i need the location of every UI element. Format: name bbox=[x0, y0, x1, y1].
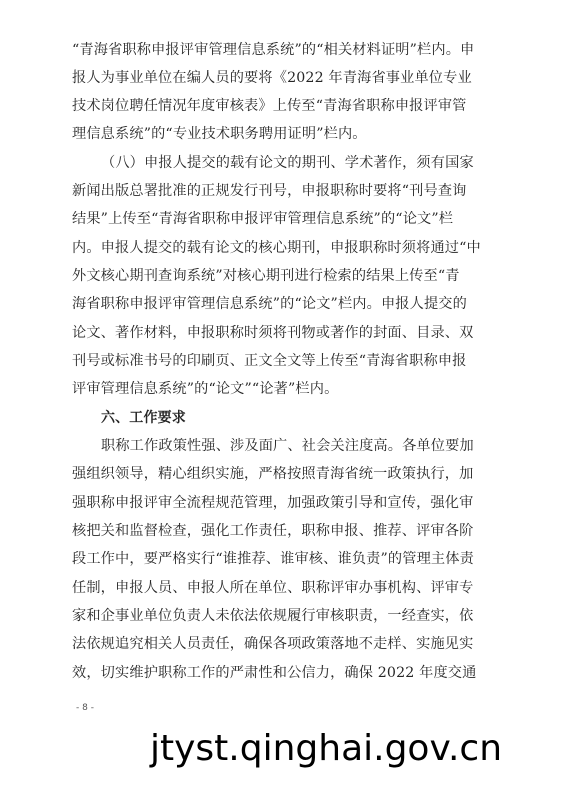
text-line: 外文核心期刊查询系统”对核心期刊进行检索的结果上传至“青 bbox=[72, 268, 460, 284]
text-line: 论文、著作材料，申报职称时须将刊物或著作的封面、目录、双 bbox=[72, 325, 474, 341]
page-number: - 8 - bbox=[76, 703, 94, 713]
text-line: 强组织领导，精心组织实施，严格按照青海省统一政策执行，加 bbox=[72, 466, 474, 482]
source-watermark: jtyst.qinghai.gov.cn bbox=[150, 728, 503, 769]
text-line: 结果”上传至“青海省职称申报评审管理信息系统”的“论文”栏 bbox=[72, 211, 454, 227]
text-line: 法依规追究相关人员责任，确保各项政策落地不走样、实施见实 bbox=[72, 636, 474, 652]
text-line: 理信息系统”的“专业技术职务聘用证明”栏内。 bbox=[72, 126, 367, 142]
paragraph-first-line: （八）申报人提交的载有论文的期刊、学术著作，须有国家 bbox=[101, 155, 474, 171]
text-line: 效，切实维护职称工作的严肃性和公信力，确保 2022 年度交通 bbox=[72, 665, 477, 681]
text-line: 家和企事业单位负责人未依法依规履行审核职责，一经查实，依 bbox=[72, 608, 474, 624]
text-line: 海省职称申报评审管理信息系统”的“论文”栏内。申报人提交的 bbox=[72, 296, 467, 312]
text-line: 评审管理信息系统”的“论文”“论著”栏内。 bbox=[72, 381, 339, 397]
text-line: 技术岗位聘任情况年度审核表》上传至“青海省职称申报评审管 bbox=[72, 98, 467, 114]
text-line: 段工作中，要严格实行“谁推荐、谁审核、谁负责”的管理主体责 bbox=[72, 551, 474, 567]
text-line: 强职称申报评审全流程规范管理，加强政策引导和宣传，强化审 bbox=[72, 495, 474, 511]
text-line: 核把关和监督检查，强化工作责任，职称申报、推荐、评审各阶 bbox=[72, 523, 474, 539]
text-line: 刊号或标准书号的印刷页、正文全文等上传至“青海省职称申报 bbox=[72, 353, 467, 369]
text-line: 任制，申报人员、申报人所在单位、职称评审办事机构、评审专 bbox=[72, 580, 474, 596]
paragraph-first-line: 职称工作政策性强、涉及面广、社会关注度高。各单位要加 bbox=[101, 438, 474, 454]
section-heading: 六、工作要求 bbox=[101, 410, 186, 426]
text-line: “青海省职称申报评审管理信息系统”的“相关材料证明”栏内。申 bbox=[72, 42, 475, 58]
text-line: 内。申报人提交的载有论文的核心期刊，申报职称时须将通过“中 bbox=[72, 240, 481, 256]
text-line: 新闻出版总署批准的正规发行刊号，申报职称时要将“刊号查询 bbox=[72, 183, 467, 199]
text-line: 报人为事业单位在编人员的要将《2022 年青海省事业单位专业 bbox=[72, 70, 472, 86]
